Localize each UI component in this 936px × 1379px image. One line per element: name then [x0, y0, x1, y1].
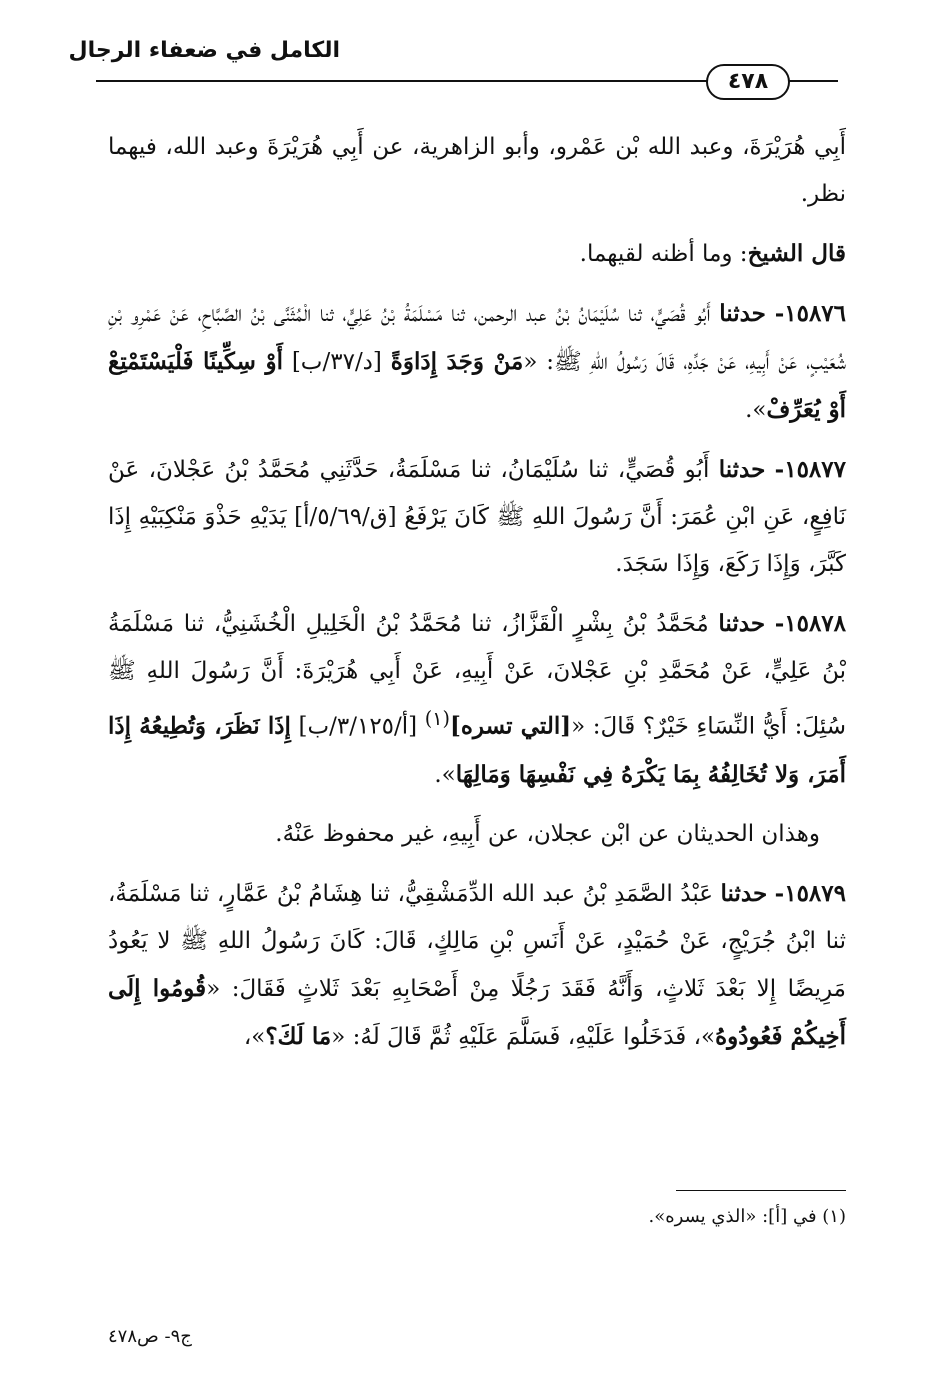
- hadith-15876: [108, 290, 846, 434]
- paragraph-sheikh-comment: [108, 230, 846, 278]
- hadith-text: عَبْدُ الصَّمَدِ بْنُ عبد الله الدِّمَشْقِيُّ، ثنا هِشَامُ بْنُ عَمَّارٍ، ثنا مَسْلَمَةُ، ثنا ابْنُ جُرَيْجٍ، عَنْ حُمَيْدٍ، عَنْ أَنَسِ بْنِ مَالِكٍ، قَالَ: كَانَ رَسُولُ اللهِ ﷺ لا يَعُودُ مَرِيضًا إِلا بَعْدَ ثَلاثٍ، وَأَنَّهُ فَقَدَ رَجُلًا مِنْ أَصْحَابِهِ بَعْدَ ثَلاثٍ فَقَالَ: «: [108, 880, 846, 1002]
- hadith-number: ١٥٨٧٨-: [774, 610, 847, 637]
- narration-lead: حدثنا: [719, 300, 766, 327]
- volume-page-folio: ج٩- ص٤٧٨: [108, 1326, 192, 1347]
- manuscript-reference: [د/٣٧/ب]: [282, 349, 391, 375]
- footnote: (١) في [أ]: «الذي يسره».: [648, 1206, 846, 1227]
- hadith-text-end: ».: [434, 761, 456, 788]
- manuscript-reference: [أ/٣/١٢٥/ب]: [290, 713, 425, 740]
- hadith-text-end: »،: [243, 1023, 266, 1050]
- hadith-matn: أَوْ سِكِّينًا فَلْيَسْتَمْتِعْ أَوْ يُعَرِّفْ: [108, 348, 846, 423]
- running-header-title: الكامل في ضعفاء الرجال: [68, 38, 340, 63]
- hadith-text: مُحَمَّدُ بْنُ بِشْرٍ الْقَزَّازُ، ثنا مُحَمَّدُ بْنُ الْخَلِيلِ الْخُشَنِيُّ، ثنا مَسْلَمَةُ بْنُ عَلِيٍّ، عَنْ مُحَمَّدِ بْنِ عَجْلانَ، عَنْ أَبِيهِ، عَنْ أَبِي هُرَيْرَةَ: أَنَّ رَسُولَ اللهِ ﷺ سُئِلَ: أَيُّ النِّسَاءِ خَيْرٌ؟ قَالَ: «: [108, 611, 846, 740]
- hadith-text: أَبُو قُصَيٍّ، ثنا سُلَيْمَانُ بْنُ عبد الرحمن، ثنا مَسْلَمَةُ بْنُ عَلِيٍّ، ثنا الْمُثَنَّى بْنُ الصَّبَّاحِ، عَنْ عَمْرِو بْنِ شُعَيْبٍ، عَنْ أَبِيهِ، عَنْ جَدِّهِ، قَالَ رَسُولُ اللهِ ﷺ: «: [108, 301, 847, 375]
- paragraph-continuation: [108, 124, 846, 218]
- hadith-number: ١٥٨٧٧-: [774, 456, 846, 483]
- narration-lead: حدثنا: [718, 610, 766, 637]
- hadith-number: ١٥٨٧٩-: [774, 879, 846, 907]
- speaker-lead: قال الشيخ: [747, 240, 846, 267]
- paragraph-text: : وما أظنه لقيهما.: [579, 241, 748, 267]
- hadith-number: ١٥٨٧٦-: [774, 300, 847, 327]
- hadith-matn: [التي تسره]: [449, 712, 572, 740]
- hadith-text: »، فَدَخَلُوا عَلَيْهِ، فَسَلَّمَ عَلَيْهِ ثُمَّ قَالَ لَهُ: «: [331, 1023, 716, 1050]
- hadith-matn: قُومُوا إِلَى أَخِيكُمْ فَعُودُوهُ: [108, 974, 846, 1050]
- paragraph-commentary: [108, 811, 846, 858]
- paragraph-text: وهذان الحديثان عن ابْن عجلان، عن أَبِيهِ، غير محفوظ عَنْهُ.: [275, 820, 820, 847]
- narration-lead: حدثنا: [718, 456, 766, 483]
- paragraph-text: أَبِي هُرَيْرَةَ، وعبد الله بْن عَمْرو، وأبو الزاهرية، عن أَبِي هُرَيْرَةَ وعبد الله، فيهما نظر.: [108, 134, 846, 207]
- hadith-matn: مَنْ وَجَدَ إِدَاوَةً: [390, 348, 524, 375]
- page-number-badge: ٤٧٨: [706, 64, 790, 100]
- footnote-marker: (١): [424, 707, 450, 730]
- hadith-matn: مَا لَكَ؟: [265, 1022, 332, 1050]
- hadith-text-end: ».: [745, 397, 767, 423]
- hadith-text: أَبُو قُصَيٍّ، ثنا سُلَيْمَانُ، ثنا مَسْلَمَةُ، حَدَّثَنِي مُحَمَّدُ بْنُ عَجْلانَ، عَنْ نَافِعٍ، عَنِ ابْنِ عُمَرَ: أَنَّ رَسُولَ اللهِ ﷺ كَانَ يَرْفَعُ [ق/٥/٦٩/أ] يَدَيْهِ حَذْوَ مَنْكِبَيْهِ إِذَا كَبَّرَ، وَإِذَا رَكَعَ، وَإِذَا سَجَدَ.: [108, 457, 846, 577]
- narration-lead: حدثنا: [720, 879, 768, 907]
- hadith-15879: [108, 870, 846, 1061]
- hadith-15877: [108, 446, 846, 588]
- main-text: [108, 124, 846, 1073]
- footnote-rule: [676, 1190, 846, 1191]
- hadith-15878: [108, 600, 846, 799]
- hadith-matn: إِذَا نَظَرَ، وَتُطِيعُهُ إِذَا أَمَرَ، وَلا تُخَالِفُهُ بِمَا يَكْرَهُ فِي نَفْسِهَا وَمَالِهَا: [108, 712, 846, 788]
